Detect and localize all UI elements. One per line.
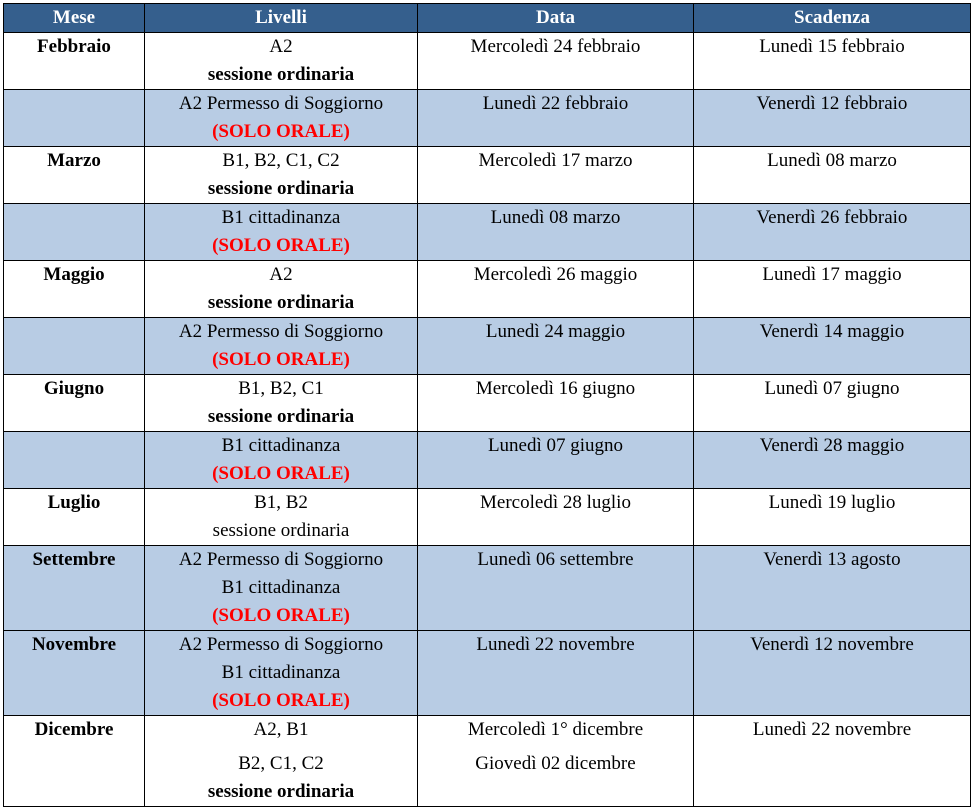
mese-cell: Settembre bbox=[4, 546, 145, 631]
data-line: Lunedì 08 marzo bbox=[490, 207, 621, 228]
data-line: Mercoledì 26 maggio bbox=[473, 264, 638, 285]
solo-orale-label: (SOLO ORALE) bbox=[212, 349, 350, 370]
mese-cell: Dicembre bbox=[4, 716, 145, 807]
livelli-cell bbox=[145, 631, 418, 716]
scadenza-cell: Venerdì 28 maggio bbox=[694, 432, 971, 489]
mese-cell bbox=[4, 90, 145, 147]
scadenza-cell: Lunedì 17 maggio bbox=[694, 261, 971, 318]
header-scadenza: Scadenza bbox=[694, 4, 971, 33]
table-row bbox=[4, 432, 971, 489]
header-mese: Mese bbox=[4, 4, 145, 33]
livelli-cell bbox=[145, 546, 418, 631]
scadenza-cell: Venerdì 13 agosto bbox=[694, 546, 971, 631]
data-cell bbox=[418, 318, 694, 375]
data-line: Mercoledì 16 giugno bbox=[475, 378, 636, 399]
mese-cell bbox=[4, 432, 145, 489]
table-row bbox=[4, 90, 971, 147]
data-cell bbox=[418, 90, 694, 147]
data-cell bbox=[418, 432, 694, 489]
sessione-label: sessione ordinaria bbox=[212, 520, 350, 541]
data-cell bbox=[418, 716, 694, 807]
scadenza-cell: Lunedì 19 luglio bbox=[694, 489, 971, 546]
table-row bbox=[4, 631, 971, 716]
scadenza-cell: Venerdì 14 maggio bbox=[694, 318, 971, 375]
sessione-label: sessione ordinaria bbox=[207, 781, 355, 802]
data-cell bbox=[418, 546, 694, 631]
livello-line: A2 Permesso di Soggiorno bbox=[178, 634, 384, 655]
livelli-cell bbox=[145, 489, 418, 546]
livello-line: B1 cittadinanza bbox=[221, 207, 341, 228]
table-row bbox=[4, 204, 971, 261]
data-cell bbox=[418, 33, 694, 90]
data-line: Mercoledì 24 febbraio bbox=[470, 36, 641, 57]
data-cell bbox=[418, 147, 694, 204]
data-line: Lunedì 22 novembre bbox=[476, 634, 635, 655]
table-row bbox=[4, 147, 971, 204]
livelli-cell bbox=[145, 204, 418, 261]
data-line: Lunedì 06 settembre bbox=[477, 549, 634, 570]
sessione-label: sessione ordinaria bbox=[207, 292, 355, 313]
exam-calendar-table bbox=[3, 3, 971, 807]
data-line: Lunedì 22 febbraio bbox=[482, 93, 629, 114]
solo-orale-label: (SOLO ORALE) bbox=[212, 690, 350, 711]
data-line: Mercoledì 28 luglio bbox=[480, 492, 631, 513]
header-livelli: Livelli bbox=[145, 4, 418, 33]
scadenza-cell: Venerdì 12 novembre bbox=[694, 631, 971, 716]
livello-line: A2 bbox=[269, 264, 293, 285]
livello-line: B2, C1, C2 bbox=[238, 753, 324, 774]
table-row bbox=[4, 716, 971, 807]
data-line: Mercoledì 17 marzo bbox=[478, 150, 633, 171]
livello-line: A2 bbox=[269, 36, 293, 57]
mese-cell: Maggio bbox=[4, 261, 145, 318]
livello-line: A2, B1 bbox=[253, 719, 309, 740]
mese-cell bbox=[4, 318, 145, 375]
solo-orale-label: (SOLO ORALE) bbox=[212, 235, 350, 256]
mese-cell: Novembre bbox=[4, 631, 145, 716]
scadenza-cell: Lunedì 07 giugno bbox=[694, 375, 971, 432]
sessione-label: sessione ordinaria bbox=[207, 64, 355, 85]
livello-line: A2 Permesso di Soggiorno bbox=[178, 93, 384, 114]
data-line: Giovedì 02 dicembre bbox=[475, 753, 636, 774]
livelli-cell bbox=[145, 90, 418, 147]
livello-line: B1 cittadinanza bbox=[221, 435, 341, 456]
table-row bbox=[4, 375, 971, 432]
data-line: Lunedì 24 maggio bbox=[485, 321, 626, 342]
header-row bbox=[4, 4, 971, 33]
solo-orale-label: (SOLO ORALE) bbox=[212, 121, 350, 142]
livelli-cell bbox=[145, 33, 418, 90]
mese-cell: Luglio bbox=[4, 489, 145, 546]
data-cell bbox=[418, 375, 694, 432]
livello-line: B1, B2, C1, C2 bbox=[222, 150, 340, 171]
data-cell bbox=[418, 261, 694, 318]
header-data: Data bbox=[418, 4, 694, 33]
mese-cell: Giugno bbox=[4, 375, 145, 432]
livello-line: B1, B2 bbox=[254, 492, 308, 513]
table-row bbox=[4, 261, 971, 318]
livello-line: B1 cittadinanza bbox=[221, 662, 341, 683]
data-cell bbox=[418, 489, 694, 546]
table-row bbox=[4, 489, 971, 546]
scadenza-cell: Lunedì 22 novembre bbox=[694, 716, 971, 807]
livelli-cell bbox=[145, 147, 418, 204]
data-line: Mercoledì 1° dicembre bbox=[467, 719, 644, 740]
scadenza-cell: Lunedì 15 febbraio bbox=[694, 33, 971, 90]
mese-cell: Marzo bbox=[4, 147, 145, 204]
livello-line: B1, B2, C1 bbox=[238, 378, 324, 399]
livello-line: A2 Permesso di Soggiorno bbox=[178, 321, 384, 342]
table-row bbox=[4, 33, 971, 90]
livelli-cell bbox=[145, 261, 418, 318]
solo-orale-label: (SOLO ORALE) bbox=[212, 463, 350, 484]
sessione-label: sessione ordinaria bbox=[207, 406, 355, 427]
data-cell bbox=[418, 204, 694, 261]
livelli-cell bbox=[145, 716, 418, 807]
table-row bbox=[4, 546, 971, 631]
solo-orale-label: (SOLO ORALE) bbox=[212, 605, 350, 626]
livelli-cell bbox=[145, 318, 418, 375]
scadenza-cell: Venerdì 12 febbraio bbox=[694, 90, 971, 147]
data-cell bbox=[418, 631, 694, 716]
scadenza-cell: Lunedì 08 marzo bbox=[694, 147, 971, 204]
table-row bbox=[4, 318, 971, 375]
scadenza-cell: Venerdì 26 febbraio bbox=[694, 204, 971, 261]
mese-cell: Febbraio bbox=[4, 33, 145, 90]
livello-line: A2 Permesso di Soggiorno bbox=[178, 549, 384, 570]
sessione-label: sessione ordinaria bbox=[207, 178, 355, 199]
data-line: Lunedì 07 giugno bbox=[487, 435, 624, 456]
livelli-cell bbox=[145, 375, 418, 432]
livello-line: B1 cittadinanza bbox=[221, 577, 341, 598]
mese-cell bbox=[4, 204, 145, 261]
livelli-cell bbox=[145, 432, 418, 489]
